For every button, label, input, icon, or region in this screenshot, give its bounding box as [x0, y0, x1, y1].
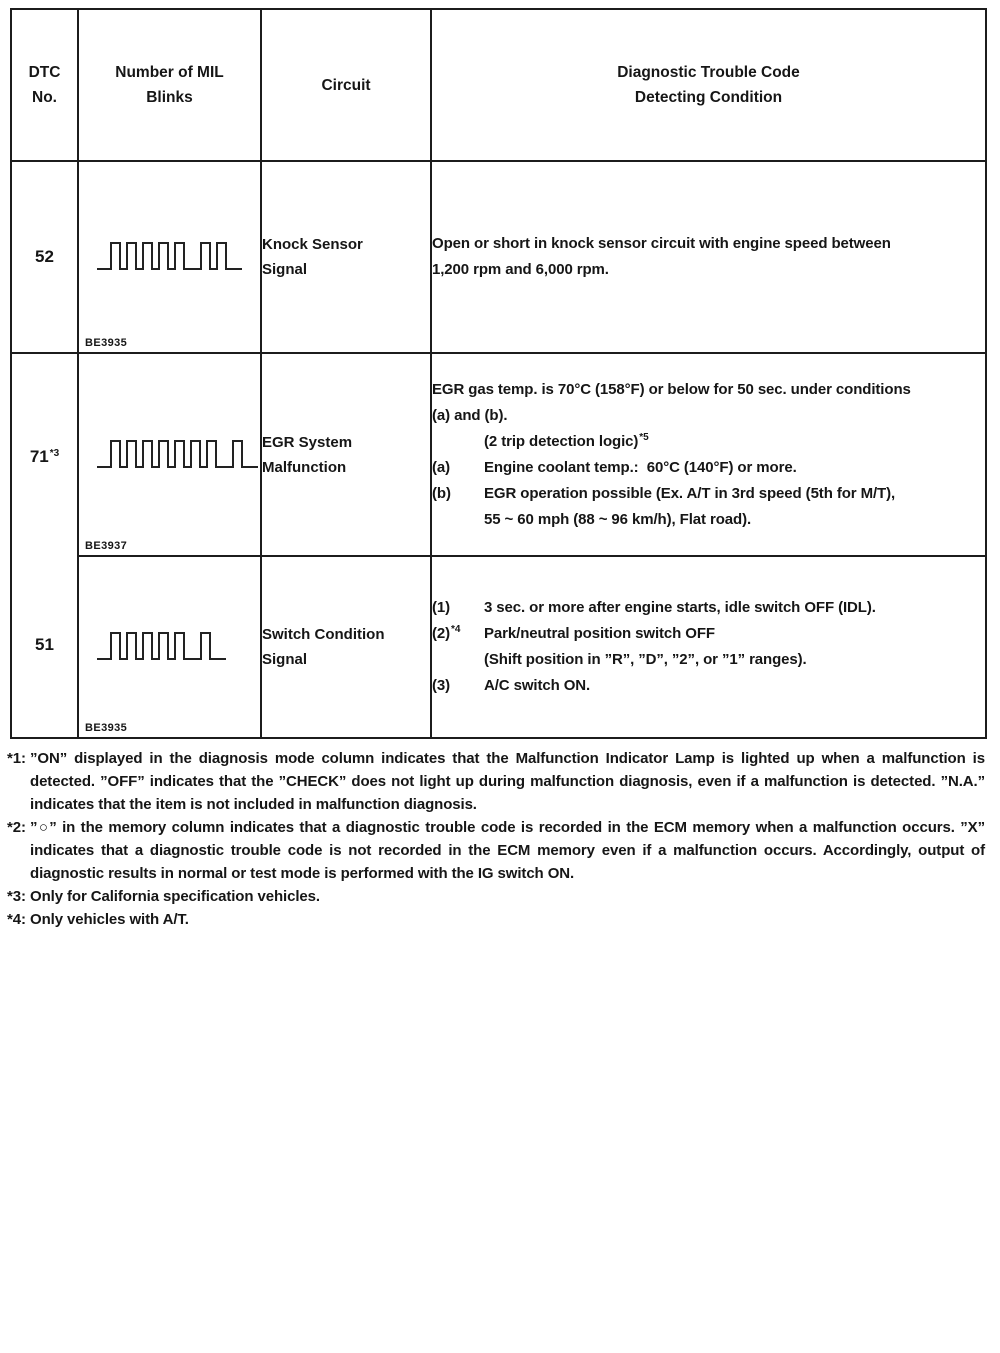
condition-text-block: [432, 377, 985, 533]
footnote-3: [7, 885, 985, 908]
footnote-ref: *3: [49, 447, 60, 459]
dtc-number: 52: [35, 247, 54, 266]
circuit-cell: [261, 353, 431, 556]
condition-line: [432, 507, 985, 533]
condition-text: 55 ~ 60 mph (88 ~ 96 km/h), Flat road).: [484, 510, 752, 528]
circuit-cell: [261, 161, 431, 353]
condition-text: Park/neutral position switch OFF: [484, 625, 715, 642]
circuit-name: Malfunction: [262, 458, 347, 476]
mil-blink-waveform: [96, 629, 227, 665]
footnote-2: [7, 816, 985, 885]
mil-blink-cell: [78, 353, 261, 556]
condition-line: [432, 377, 985, 403]
condition-line: [432, 673, 985, 699]
mil-blink-cell: [78, 556, 261, 738]
circuit-name: EGR System: [262, 433, 353, 451]
footnote-4: [7, 908, 985, 931]
header-detecting-condition: [431, 9, 986, 161]
condition-item-marker: (3): [432, 677, 451, 694]
condition-line: [432, 429, 985, 455]
condition-line: [432, 621, 985, 647]
circuit-cell: [261, 556, 431, 738]
condition-text: Engine coolant temp.: 60°C (140°F) or more.: [484, 458, 797, 476]
condition-cell: [431, 556, 986, 738]
dtc-number: 71$^{*3}$: [29, 446, 60, 466]
circuit-name: Switch Condition: [262, 626, 385, 643]
table-header-row: [11, 9, 986, 161]
footnotes: [7, 747, 985, 931]
footnote-1: [7, 747, 985, 816]
condition-cell: [431, 161, 986, 353]
footnote-marker: *4:: [7, 911, 26, 928]
header-dtc-no-line2: No.: [32, 89, 57, 106]
condition-item-marker: (a): [432, 458, 451, 476]
condition-line: [432, 595, 985, 621]
footnote-text: Only for California specification vehicles.: [30, 888, 320, 905]
condition-item-marker: (b): [432, 484, 451, 502]
footnote-text: Only vehicles with A/T.: [30, 911, 189, 928]
condition-line: [432, 455, 985, 481]
condition-text-block: [432, 595, 985, 699]
table-header: [11, 9, 986, 161]
dtc-no-cell: [11, 161, 78, 353]
header-circuit-line1: Circuit: [321, 76, 371, 94]
mil-blink-waveform: [96, 437, 259, 473]
figure-code-label: BE3935: [85, 337, 128, 349]
condition-text: A/C switch ON.: [484, 677, 591, 694]
header-mil-blinks: [78, 9, 261, 161]
condition-item-marker: (1): [432, 599, 451, 616]
condition-item-marker: $(2)^{*4}$: [432, 624, 461, 642]
header-circuit: [261, 9, 431, 161]
condition-text-block: [432, 231, 985, 283]
header-dtc-no: [11, 9, 78, 161]
condition-text: EGR gas temp. is 70°C (158°F) or below for 50 sec. under conditions: [432, 380, 911, 398]
figure-code-label: BE3937: [85, 540, 128, 552]
dtc-slot: [12, 357, 77, 556]
footnote-text: ”○” in the memory column indicates that a diagnostic trouble code is recorded in the ECM memory when a malfunction occurs. ”X” indicates that a diagnostic trouble code is not recorded in the ECM memory even if a malfunction occurs. Accordingly, output of diagnostic results in normal or test mode is performed with the IG switch ON.: [30, 819, 985, 882]
footnote-marker: *1:: [7, 750, 26, 767]
dtc-number: 51: [35, 635, 54, 654]
dtc-table-body: [11, 161, 986, 738]
circuit-name: Knock Sensor: [262, 236, 363, 253]
footnote-marker: *3:: [7, 888, 26, 905]
header-mil-blinks-line1: Number of MIL: [115, 64, 224, 81]
condition-text: Open or short in knock sensor circuit with engine speed between: [432, 235, 891, 252]
condition-cell: [431, 353, 986, 556]
mil-blink-waveform: [96, 239, 243, 275]
dtc-table: [10, 8, 987, 739]
circuit-name: Signal: [262, 651, 308, 668]
condition-text: (2 trip detection logic)$^{*5}$: [484, 431, 649, 450]
table-row: [11, 556, 986, 738]
condition-text: EGR operation possible (Ex. A/T in 3rd speed (5th for M/T),: [484, 484, 896, 502]
header-dtc-no-line1: DTC: [28, 64, 61, 81]
table-row: [11, 353, 986, 556]
figure-code-label: BE3935: [85, 722, 128, 734]
condition-line: [432, 257, 985, 283]
table-row: [11, 161, 986, 353]
circuit-name: Signal: [262, 261, 308, 278]
condition-text: 3 sec. or more after engine starts, idle switch OFF (IDL).: [484, 599, 876, 616]
header-detecting-condition-line2: Detecting Condition: [634, 89, 783, 106]
header-detecting-condition-line1: Diagnostic Trouble Code: [617, 64, 800, 81]
header-mil-blinks-line2: Blinks: [146, 89, 193, 106]
condition-text: 1,200 rpm and 6,000 rpm.: [432, 261, 609, 278]
mil-blink-cell: [78, 161, 261, 353]
condition-line: [432, 231, 985, 257]
condition-text: (Shift position in ”R”, ”D”, ”2”, or ”1” ranges).: [484, 651, 807, 668]
footnote-marker: *2:: [7, 819, 26, 836]
dtc-slot: [12, 556, 77, 734]
condition-line: [432, 481, 985, 507]
footnote-ref: *5: [639, 431, 649, 443]
condition-text: (a) and (b).: [432, 406, 508, 424]
condition-line: [432, 647, 985, 673]
condition-line: [432, 403, 985, 429]
footnote-ref: *4: [451, 624, 461, 635]
footnote-text: ”ON” displayed in the diagnosis mode column indicates that the Malfunction Indicator Lamp is lighted up when a malfunction is detected. ”OFF” indicates that the ”CHECK” does not light up during malfunction diagnosis, even if a malfunction is detected. ”N.A.” indicates that the item is not included in malfunction diagnosis.: [30, 750, 985, 813]
dtc-no-cell-merged: [11, 353, 78, 738]
